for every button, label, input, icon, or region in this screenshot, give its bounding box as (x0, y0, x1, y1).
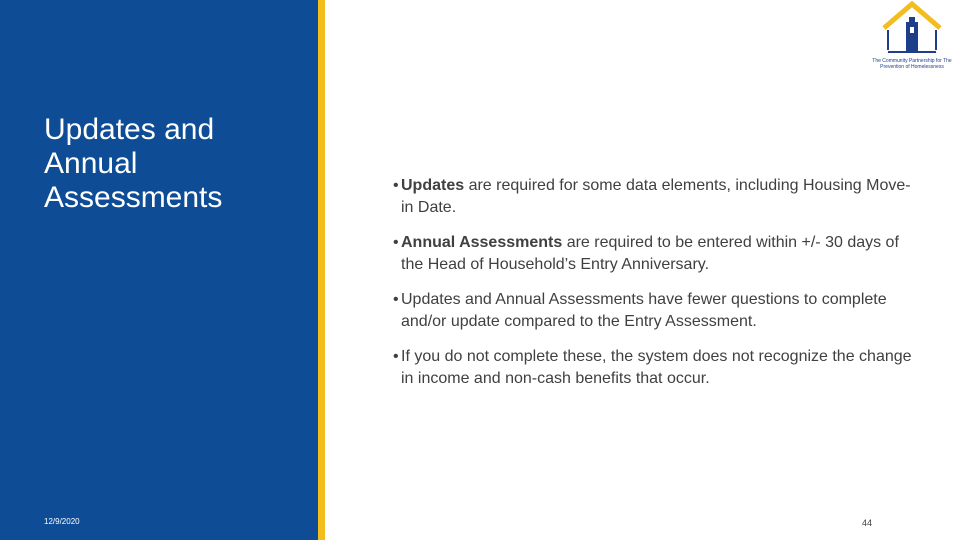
left-title-panel (0, 0, 318, 540)
bullet-text: are required for some data elements, including Housing Move-in Date. (401, 177, 911, 216)
bullet-dot: • (393, 234, 399, 251)
bullet-bold: Updates (401, 177, 465, 194)
bullet-item (393, 346, 913, 390)
accent-divider (318, 0, 325, 540)
slide-title: Updates and Annual Assessments (44, 113, 223, 214)
logo-caption: The Community Partnership for The Prevention of Homelessness (872, 58, 952, 70)
bullet-text: Updates and Annual Assessments have fewer questions to complete and/or update compared to the Entry Assessment. (401, 291, 887, 330)
page-number: 44 (862, 518, 873, 528)
bullet-item (393, 232, 913, 276)
slide-date: 12/9/2020 (44, 517, 80, 526)
bullet-list (393, 175, 913, 403)
bullet-item (393, 289, 913, 333)
bullet-dot: • (393, 348, 399, 365)
house-tower-logo-icon (866, 0, 958, 84)
bullet-item (393, 175, 913, 219)
bullet-bold: Annual Assessments (401, 234, 563, 251)
bullet-dot: • (393, 291, 399, 308)
bullet-text: are required to be entered within +/- 30 days of the Head of Household’s Entry Anniversary. (401, 234, 899, 273)
bullet-text: If you do not complete these, the system does not recognize the change in income and non-cash benefits that occur. (401, 348, 912, 387)
bullet-dot: • (393, 177, 399, 194)
